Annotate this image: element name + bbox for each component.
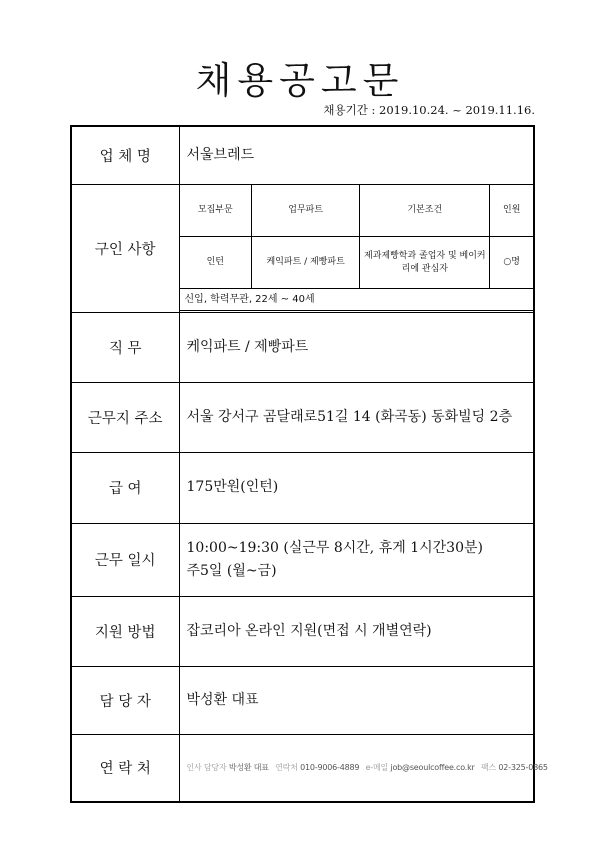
recruit-cell: [179, 184, 534, 312]
recruitment-period: 채용기간 : 2019.10.24. ~ 2019.11.16.: [323, 103, 535, 117]
hours-line-2: 주5일 (월~금): [186, 562, 277, 579]
recruit-note-row: [180, 289, 534, 311]
recruit-condition: 제과제빵학과 졸업자 및 베이커리에 관심자: [360, 237, 490, 289]
company-row: [71, 126, 534, 184]
company-label: 업 체 명: [71, 126, 179, 184]
recruit-header-row: [180, 185, 534, 237]
contact-label: 연 락 처: [71, 734, 179, 802]
duty-row: [71, 312, 534, 382]
period-value: 2019.10.24. ~ 2019.11.16.: [379, 103, 535, 117]
contact-value: [179, 734, 548, 802]
recruit-note: 신입, 학력무관, 22세 ~ 40세: [180, 289, 534, 311]
job-posting-table: [70, 125, 548, 803]
hours-value: [179, 523, 534, 596]
email-value: job@seoulcoffee.co.kr: [390, 763, 475, 773]
contact-details: [186, 756, 548, 779]
recruit-header-condition: 기본조건: [360, 185, 490, 237]
duty-label: 직 무: [71, 312, 179, 382]
hr-label: 인사 담당자: [186, 763, 227, 773]
hours-line-1: 10:00~19:30 (실근무 8시간, 휴게 1시간30분): [186, 539, 483, 556]
manager-row: [71, 666, 534, 734]
hr-value: 박성환 대표: [228, 763, 269, 773]
fax-label: 팩스: [480, 763, 497, 773]
recruit-data-row: [180, 237, 534, 289]
recruit-table: [180, 185, 534, 312]
salary-value: 175만원(인턴): [179, 452, 534, 523]
apply-row: [71, 596, 534, 666]
apply-value: 잡코리아 온라인 지원(면접 시 개별연락): [179, 596, 534, 666]
recruit-count: ○명: [490, 237, 533, 289]
duty-value: 케익파트 / 제빵파트: [179, 312, 534, 382]
recruit-division: 인턴: [180, 237, 252, 289]
recruit-header-division: 모집부문: [180, 185, 252, 237]
manager-value: 박성환 대표: [179, 666, 534, 734]
phone-label: 연락처: [275, 763, 298, 773]
address-row: [71, 382, 534, 452]
email-label: e-메일: [365, 763, 389, 773]
hours-label: 근무 일시: [71, 523, 179, 596]
phone-value: 010-9006-4889: [300, 763, 360, 773]
period-label: 채용기간: [323, 103, 368, 117]
recruit-part: 케익파트 / 제빵파트: [252, 237, 360, 289]
company-value: 서울브레드: [179, 126, 534, 184]
hours-row: [71, 523, 534, 596]
fax-value: 02-325-0865: [498, 763, 548, 773]
address-value: 서울 강서구 곰달래로51길 14 (화곡동) 동화빌딩 2층: [179, 382, 534, 452]
recruit-header-part: 업무파트: [252, 185, 360, 237]
page-title: 채용공고문: [195, 59, 405, 102]
salary-label: 급 여: [71, 452, 179, 523]
recruit-label: 구인 사항: [71, 184, 179, 312]
manager-label: 담 당 자: [71, 666, 179, 734]
recruit-row: [71, 184, 534, 312]
salary-row: [71, 452, 534, 523]
recruit-header-count: 인원: [490, 185, 533, 237]
address-label: 근무지 주소: [71, 382, 179, 452]
contact-row: [71, 734, 534, 802]
apply-label: 지원 방법: [71, 596, 179, 666]
